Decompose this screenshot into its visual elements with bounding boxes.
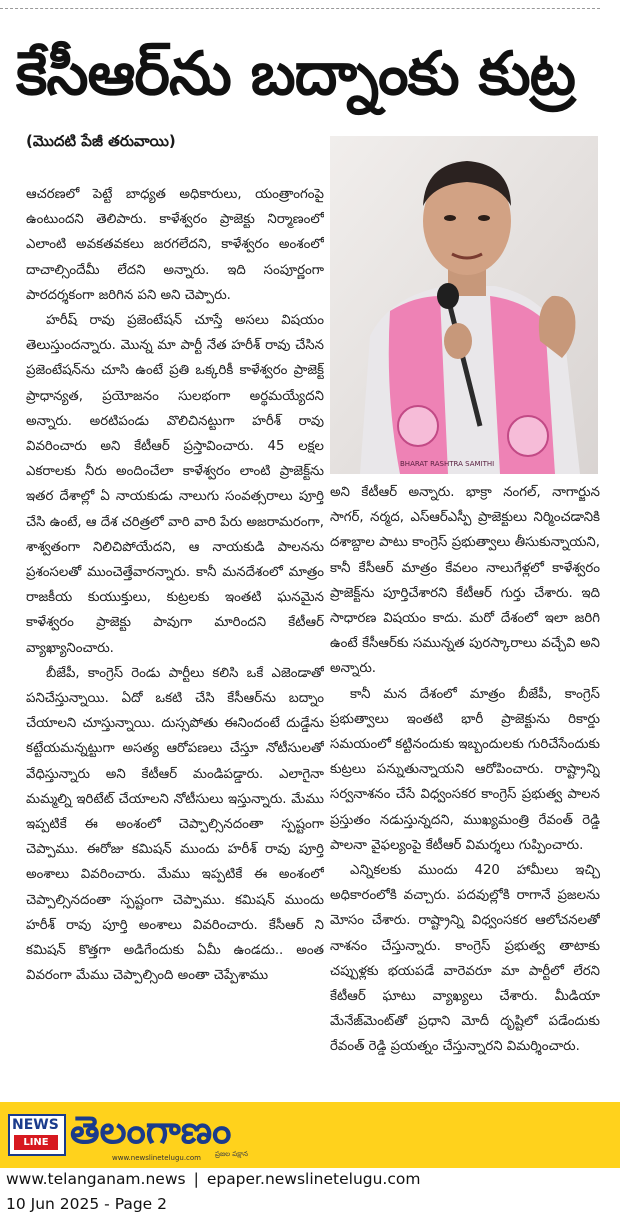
epaper-link[interactable]: epaper.newslinetelugu.com bbox=[206, 1170, 421, 1188]
newsline-logo bbox=[8, 1114, 66, 1156]
brand-url: www.newslinetelugu.com bbox=[112, 1154, 201, 1162]
ktr-photo bbox=[330, 136, 598, 474]
top-divider bbox=[0, 8, 600, 9]
footer-links bbox=[6, 1170, 420, 1188]
telanganam-brand: తెలంగాణం bbox=[70, 1108, 232, 1152]
brand-tagline: ప్రజల పక్షాన bbox=[215, 1150, 249, 1158]
speaker-illustration bbox=[330, 136, 598, 474]
continuation-label: (మొదటి పేజీ తరువాయి) bbox=[26, 132, 176, 150]
website-link[interactable]: www.telanganam.news bbox=[6, 1170, 186, 1188]
paragraph: హరీష్ రావు ప్రజెంటేషన్ చూస్తే అసలు విషయం తెలుస్తుందన్నారు. మొన్న మా పార్టీ నేత హరీశ్ రావు చేసిన ప్రజెంటేషన్‌ను చూసి ఉంటే ప్రతి ఒక్కరికీ కాళేశ్వరం ప్రాజెక్ట్ ప్రాధాన్యత, ప్రయోజనం సులభంగా అర్థమయ్యేదని అన్నారు. అరటిపండు వొలిచినట్టుగా హరీశ్ రావు వివరించారు అని కేటీఆర్ ప్రస్తావించారు. 45 లక్షల ఎకరాలకు నీరు అందించేలా కాళేశ్వరం లాంటి ప్రాజెక్ట్‌ను ఇతర దేశాల్లో ఏ నాయకుడు నాలుగు సంవత్సరాలు పూర్తి చేసి ఉంటే, ఆ దేశ చరిత్రలో వారి వారి పేరు అజరామరంగా, శాశ్వతంగా నిలిచిపోయేదని, ఆ నాయకుడి పాలనను ప్రశంసలతో ముంచెత్తేవారన్నారు. కానీ మనదేశంలో మాత్రం రాజకీయ కుయుక్తులు, కుట్రలకు ఇంతటి ఘనమైన కాళేశ్వరం ప్రాజెక్టు పావుగా మారిందని కేటీఆర్ వ్యాఖ్యానించారు. bbox=[26, 313, 324, 656]
link-separator: | bbox=[193, 1170, 199, 1188]
paragraph: ఎన్నికలకు ముందు 420 హామీలు ఇచ్చి అధికారంలోకి వచ్చారు. పదవుల్లోకి రాగానే ప్రజలను మోసం చేశారు. రాష్ట్రాన్ని విధ్వంసకర ఆలోచనలతో నాశనం చేస్తున్నారు. కాంగ్రెస్ ప్రభుత్వ తాటాకు చప్పుళ్లకు భయపడే వారెవరూ మా పార్టీలో లేరని కేటీఆర్ ఘాటు వ్యాఖ్యలు చేశారు. మీడియా మేనేజ్‌మెంట్‌తో ప్రధాని మోదీ దృష్టిలో పడేందుకు రేవంత్ రెడ్డి ప్రయత్నం చేస్తున్నారని విమర్శించారు. bbox=[330, 863, 600, 1055]
left-column bbox=[26, 182, 324, 1102]
date-page: 10 Jun 2025 - Page 2 bbox=[6, 1195, 168, 1213]
headline: కేసీఆర్‌ను బద్నాంకు కుట్ర bbox=[16, 39, 575, 109]
right-column bbox=[330, 480, 600, 1102]
logo-news-text: NEWS bbox=[12, 1117, 59, 1133]
paragraph: బీజేపీ, కాంగ్రెస్ రెండు పార్టీలు కలిసి ఒకే ఎజెండాతో పనిచేస్తున్నాయి. ఏదో ఒకటి చేసి కేసీఆర్‌ను బద్నాం చేయాలని చూస్తున్నాయి. దుస్సపోతు ఈనిందంటే దుడ్డేను కట్టేయమన్నట్టుగా అసత్య ఆరోపణలు చేస్తూ నోటీసులతో వేధిస్తున్నారు అని కేటీఆర్ మండిపడ్డారు. ఎలాగైనా మమ్మల్ని ఇరిటేట్ చేయాలని నోటీసులు ఇస్తున్నారు. మేము ఇప్పటికే ఈ అంశంలో చెప్పాల్సినదంతా స్పష్టంగా చెప్పాము. ఈరోజు కమిషన్ ముందు హరీశ్ రావు పూర్తి అంశాలు వివరించారు. మేము ఇప్పటికే ఈ అంశంలో చెప్పాల్సినదంతా స్పష్టంగా చెప్పాము. కమిషన్ ముందు హరీశ్ రావు పూర్తి అంశాలు వివరించారు. కేసీఆర్ ని కమిషన్ కొత్తగా అడిగేందుకు ఏమీ ఉండదు.. అంత వివరంగా మేము చెప్పాల్సింది అంతా చెప్పేశాము bbox=[26, 665, 324, 984]
banner-text: BHARAT RASHTRA SAMITHI bbox=[400, 460, 495, 468]
paragraph: అని కేటీఆర్ అన్నారు. భాక్రా నంగల్, నాగార్జున సాగర్, నర్మద, ఎస్ఆర్ఎస్పీ ప్రాజెక్టులు నిర్మించడానికి దశాబ్దాల పాటు కాంగ్రెస్ ప్రభుత్వాలు తీసుకున్నాయని, కానీ కేసీఆర్ మాత్రం కేవలం నాలుగేళ్లలో కాళేశ్వరం ప్రాజెక్ట్‌ను పూర్తిచేశారని కేటీఆర్ గుర్తు చేశారు. ఇది సాధారణ విషయం కాదు. మరో దేశంలో ఇలా జరిగి ఉంటే కేసీఆర్‌కు సమున్నత పురస్కారాలు వచ్చేవి అని అన్నారు. bbox=[330, 485, 600, 677]
logo-line-text: LINE bbox=[14, 1135, 58, 1150]
paragraph: ఆచరణలో పెట్టే బాధ్యత అధికారులు, యంత్రాంగంపై ఉంటుందని తెలిపారు. కాళేశ్వరం ప్రాజెక్టు నిర్మాణంలో ఎలాంటి అవకతవకలు జరగలేదని, కాళేశ్వరం అంశంలో దాచాల్సిందేమీ లేదని అన్నారు. ఇది సంపూర్ణంగా పారదర్శకంగా జరిగిన పని అని చెప్పారు. bbox=[26, 187, 324, 303]
paragraph: కానీ మన దేశంలో మాత్రం బీజేపీ, కాంగ్రెస్ ప్రభుత్వాలు ఇంతటి భారీ ప్రాజెక్టును రికార్డు సమయంలో కట్టినందుకు ఇబ్బందులకు గురిచేసేందుకు కుట్రలు పన్నుతున్నాయని ఆరోపించారు. రాష్ట్రాన్ని సర్వనాశనం చేసే విధ్వంసకర కాంగ్రెస్ ప్రభుత్వ పాలన ప్రస్తుతం నడుస్తున్నదని, ముఖ్యమంత్రి రేవంత్ రెడ్డి పాలనా వైఫల్యంపై కేటీఆర్ విమర్శలు గుప్పించారు. bbox=[330, 686, 600, 853]
